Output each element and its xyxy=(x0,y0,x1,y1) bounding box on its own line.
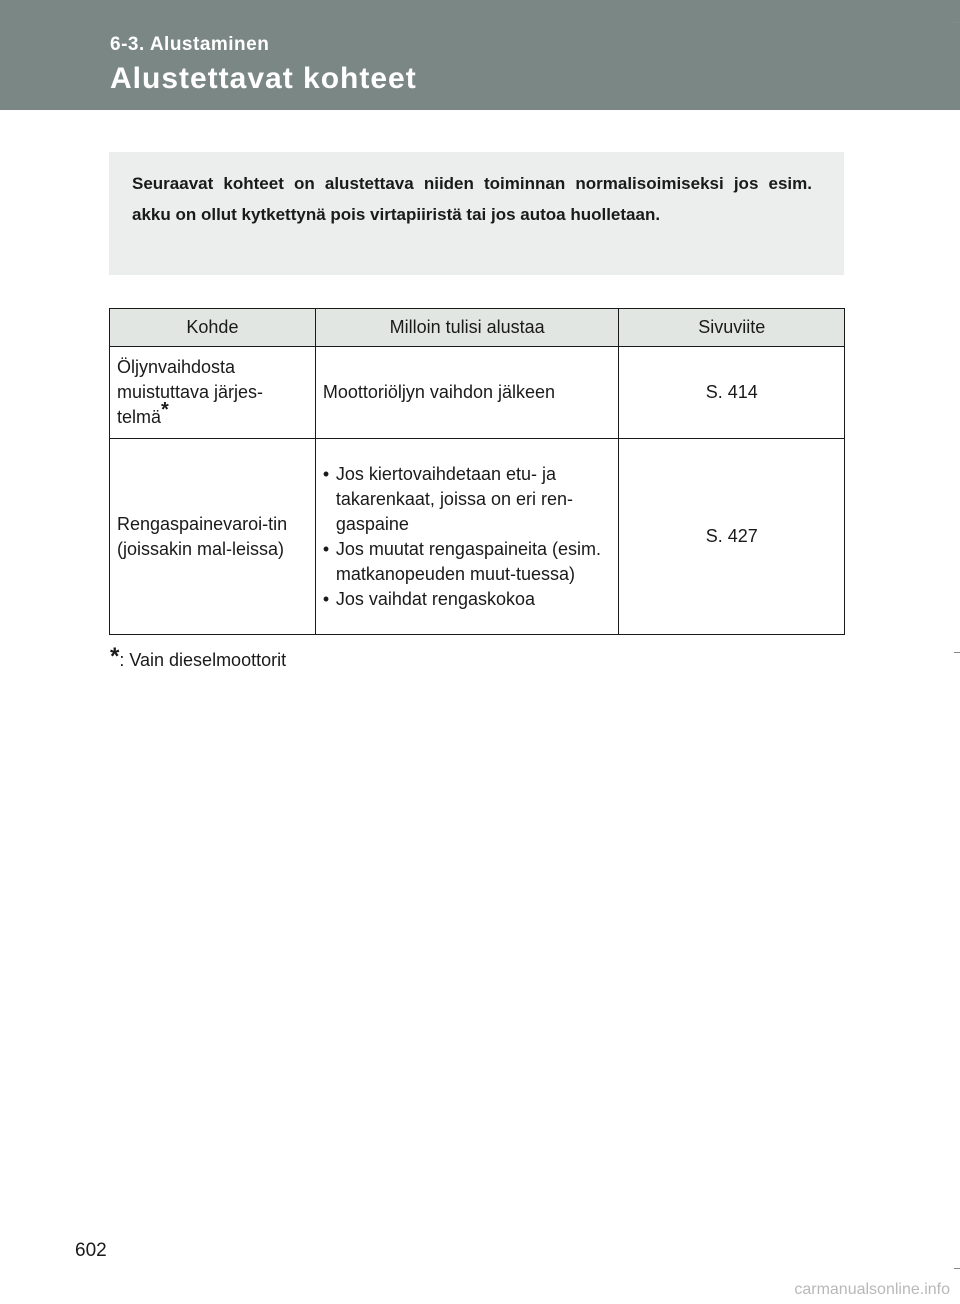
bullet-list xyxy=(323,462,612,612)
cell-when: Moottoriöljyn vaihdon jälkeen xyxy=(315,347,619,439)
items-table xyxy=(109,308,845,635)
crop-mark xyxy=(954,652,960,653)
table-row xyxy=(110,439,845,635)
column-header-item: Kohde xyxy=(110,309,316,347)
list-item: • Jos vaihdat rengaskokoa xyxy=(323,587,612,612)
footnote-text: : Vain dieselmoottorit xyxy=(119,650,287,670)
asterisk-mark: * xyxy=(161,399,169,421)
crop-mark xyxy=(954,1268,960,1269)
cell-item xyxy=(110,347,316,439)
cell-page-ref: S. 414 xyxy=(619,347,845,439)
footnote xyxy=(110,643,286,671)
intro-box: Seuraavat kohteet on alustettava niiden toiminnan normalisoimiseksi jos esim. akku on ollut kytkettynä pois virtapiiristä tai jos autoa huolletaan. xyxy=(109,152,844,275)
crop-mark xyxy=(954,22,960,23)
section-label: 6-3. Alustaminen xyxy=(110,34,270,55)
page-title: Alustettavat kohteet xyxy=(110,62,417,95)
column-header-page: Sivuviite xyxy=(619,309,845,347)
list-item: • Jos muutat rengaspaineita (esim. matkanopeuden muut-tuessa) xyxy=(323,537,612,587)
footnote-mark: * xyxy=(110,643,120,670)
cell-when xyxy=(315,439,619,635)
list-item: • Jos kiertovaihdetaan etu- ja takarenkaat, joissa on eri ren-gaspaine xyxy=(323,462,612,537)
table-header-row xyxy=(110,309,845,347)
watermark: carmanualsonline.info xyxy=(794,1281,950,1298)
column-header-when: Milloin tulisi alustaa xyxy=(315,309,619,347)
item-text: Öljynvaihdosta muistuttava järjes-telmä xyxy=(117,357,264,427)
table-row xyxy=(110,347,845,439)
page-number: 602 xyxy=(75,1240,107,1261)
page-header xyxy=(0,0,960,110)
cell-item: Rengaspainevaroi-tin (joissakin mal-leissa) xyxy=(110,439,316,635)
cell-page-ref: S. 427 xyxy=(619,439,845,635)
